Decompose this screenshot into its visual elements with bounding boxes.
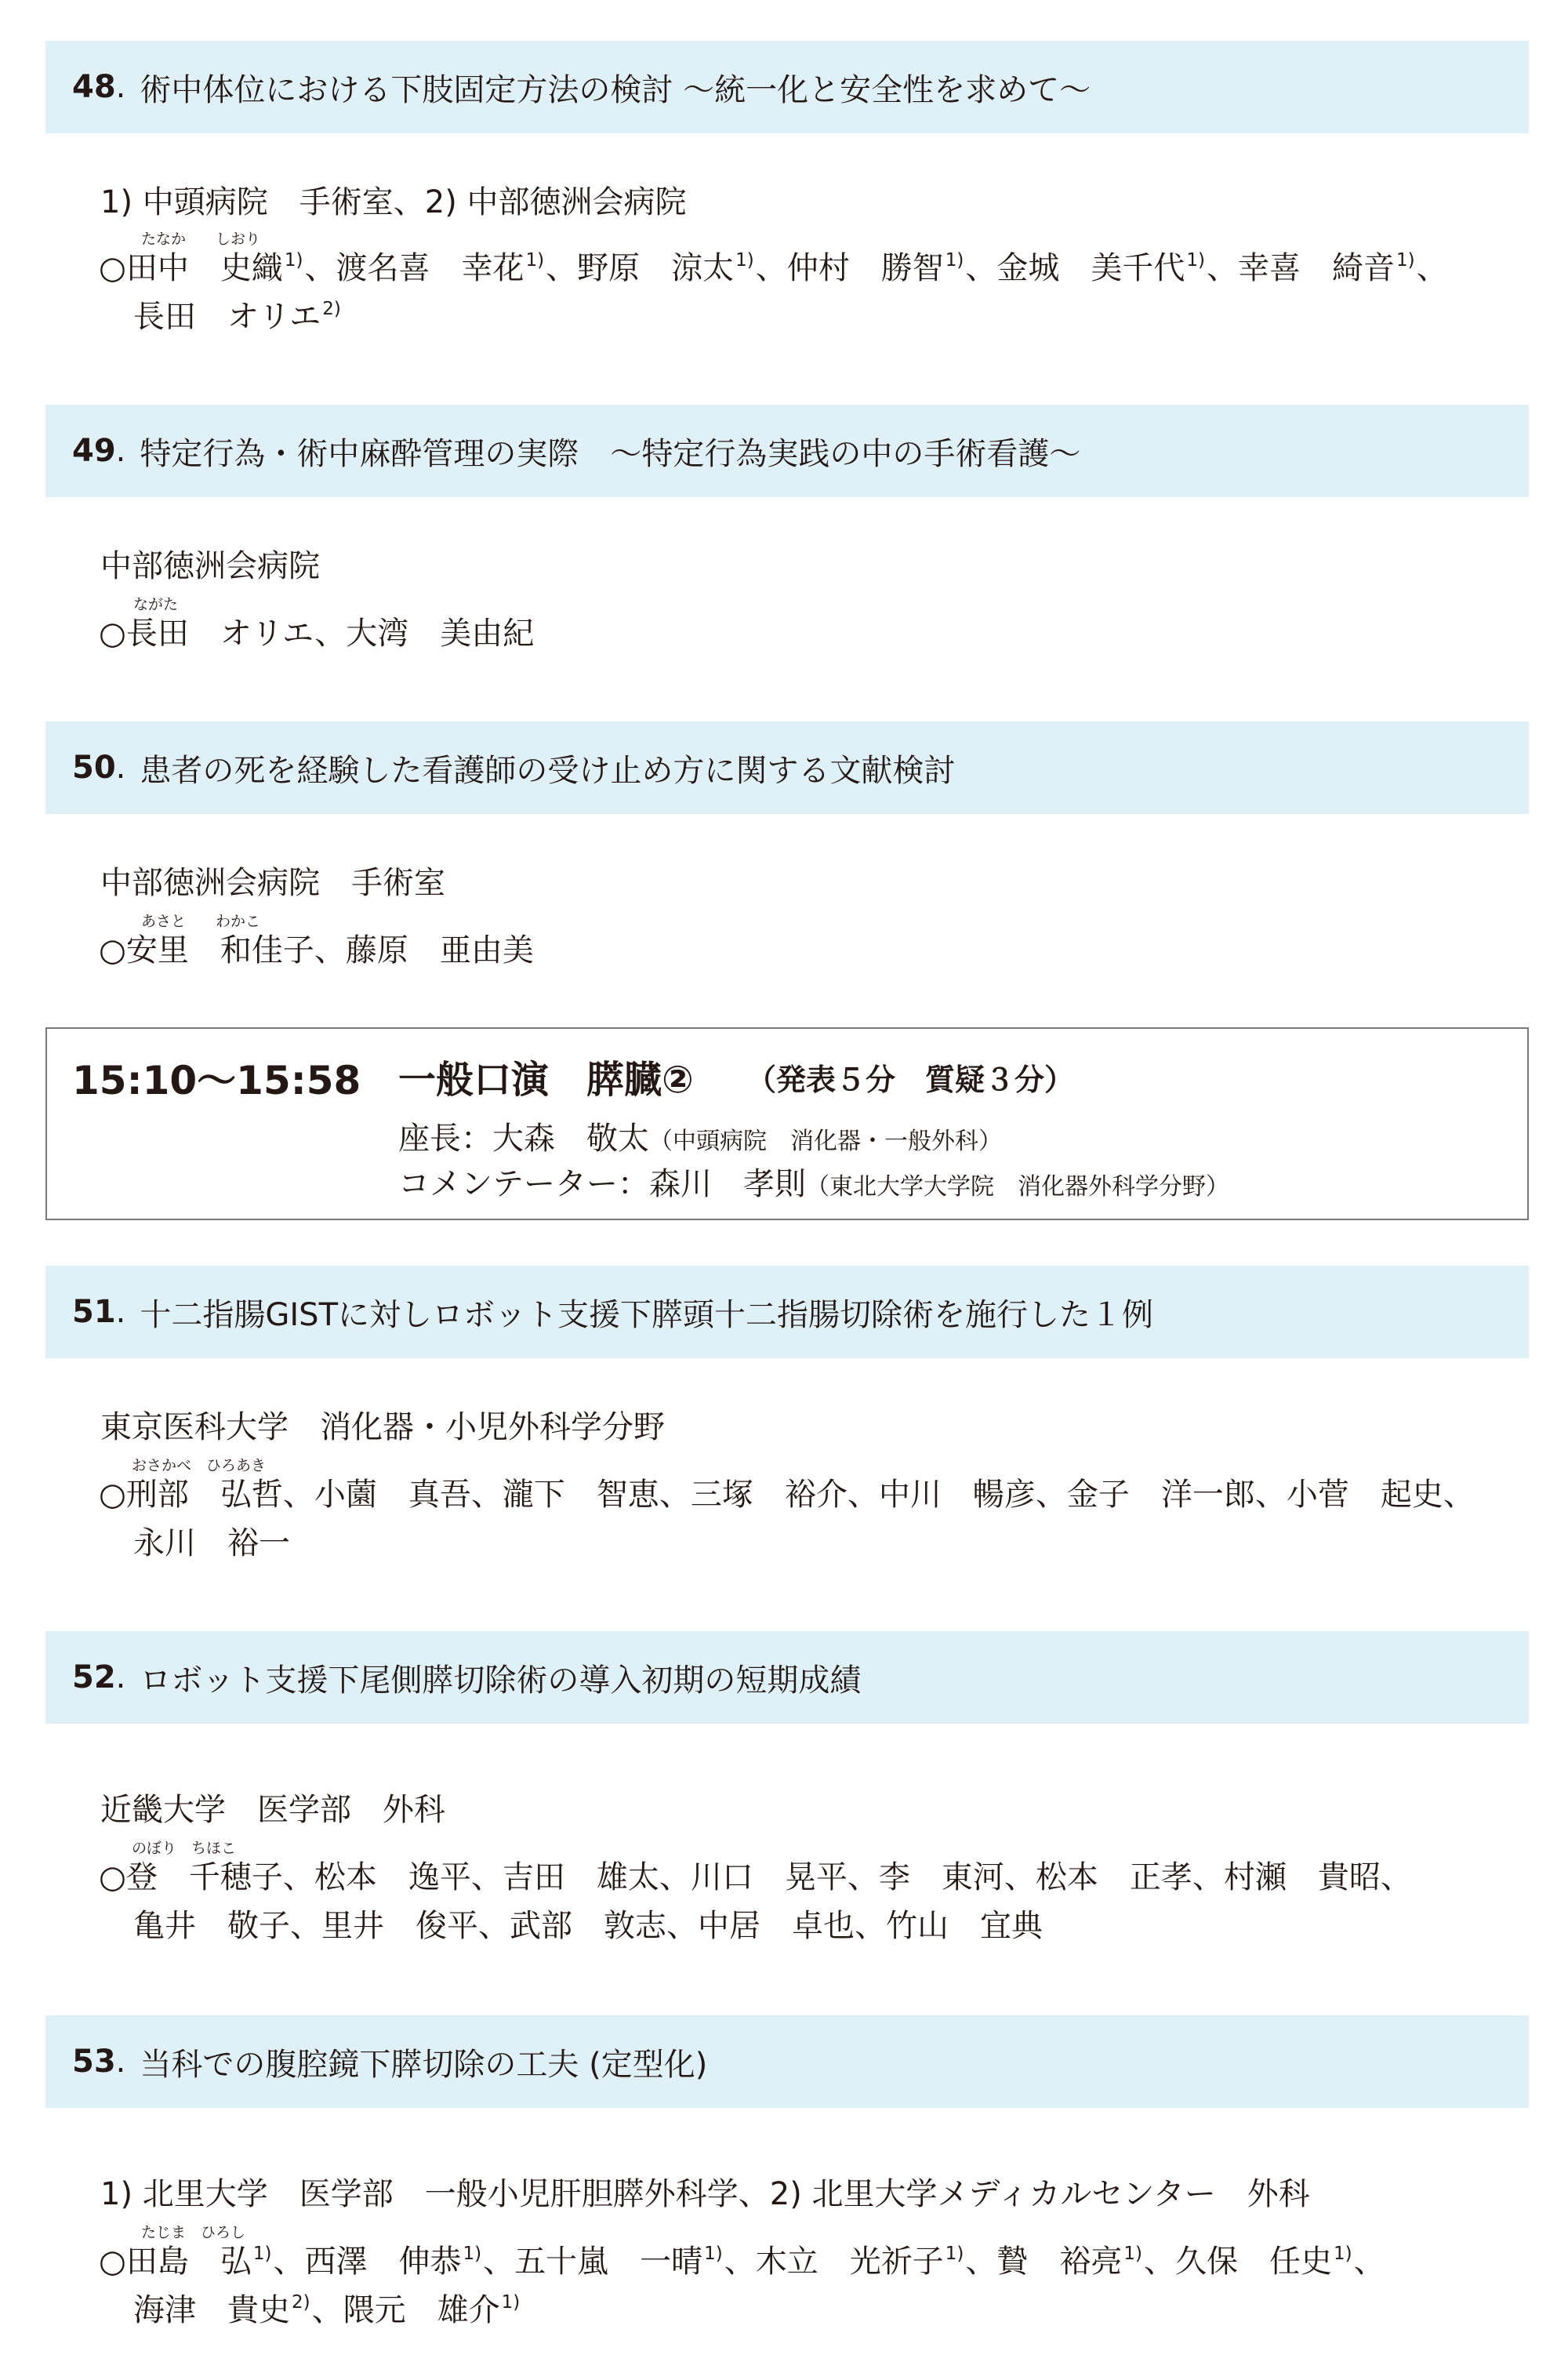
abstract-number: 50	[72, 750, 116, 786]
number-dot: .	[115, 69, 126, 105]
affil-marker: 2)	[292, 2292, 310, 2313]
number-dot: .	[115, 433, 126, 469]
author-text: 、贄 裕亮	[965, 2244, 1123, 2280]
abstract-48-affiliation: 1) 中頭病院 手術室、2) 中部徳洲会病院	[100, 184, 687, 220]
affil-marker: 1)	[945, 2244, 964, 2264]
session-name: 一般口演 膵臓②	[398, 1058, 694, 1102]
abstract-53-title-bar	[45, 2015, 1529, 2108]
author-text: ○田中 史織	[99, 250, 283, 286]
affil-marker: 1)	[1186, 250, 1205, 271]
abstract-title: 十二指腸GISTに対しロボット支援下膵頭十二指腸切除術を施行した１例	[140, 1296, 1154, 1333]
abstract-48-ruby: たなか しおり	[141, 231, 261, 248]
abstract-49-ruby: ながた	[133, 596, 179, 613]
chair-affiliation: （中頭病院 消化器・一般外科）	[649, 1128, 1002, 1155]
abstract-51-affiliation: 東京医科大学 消化器・小児外科学分野	[100, 1409, 665, 1445]
affil-marker: 1)	[945, 250, 964, 271]
abstract-title: 患者の死を経験した看護師の受け止め方に関する文献検討	[140, 752, 956, 789]
abstract-53-authors-line1	[99, 2237, 1385, 2281]
affil-marker: 1)	[463, 2244, 482, 2264]
chair-label: 座長：大森 敬太	[398, 1121, 649, 1157]
author-text: 、野原 涼太	[546, 250, 735, 286]
author-text: 、久保 任史	[1143, 2244, 1332, 2280]
affil-marker: 1)	[501, 2292, 521, 2313]
abstract-title: 術中体位における下肢固定方法の検討 ～統一化と安全性を求めて～	[140, 71, 1091, 108]
abstract-50-authors-line1: ○安里 和佳子、藤原 亜由美	[99, 932, 534, 968]
abstract-48-authors-line1	[99, 243, 1448, 288]
affil-marker: 1)	[1396, 250, 1415, 271]
commentator-label: コメンテーター：森川 孝則	[398, 1166, 806, 1202]
author-text: 海津 貴史	[133, 2292, 290, 2328]
affil-marker: 1)	[525, 250, 545, 271]
author-text: 、仲村 勝智	[755, 250, 944, 286]
author-text: ○田島 弘	[99, 2244, 252, 2280]
author-text: 、木立 光祈子	[724, 2244, 944, 2280]
abstract-50-ruby: あさと わかこ	[141, 913, 261, 930]
abstract-50-title-bar	[45, 721, 1529, 814]
author-text: 長田 オリエ	[133, 299, 321, 335]
abstract-title: 当科での腹腔鏡下膵切除の工夫 (定型化)	[140, 2046, 708, 2083]
author-text: 、	[1416, 250, 1448, 286]
abstract-49-title-bar	[45, 405, 1529, 497]
author-text: 、隈元 雄介	[311, 2292, 500, 2328]
affil-marker: 1)	[252, 2244, 272, 2264]
session-format: （発表５分 質疑３分）	[746, 1063, 1075, 1097]
abstract-51-authors-line2: 永川 裕一	[133, 1525, 290, 1561]
abstract-51-authors-line1: ○刑部 弘哲、小薗 真吾、瀧下 智恵、三塚 裕介、中川 暢彦、金子 洋一郎、小菅 起史、	[99, 1477, 1475, 1513]
session-chair	[398, 1114, 1002, 1158]
abstract-number: 53	[72, 2044, 116, 2080]
author-text: 、金城 美千代	[965, 250, 1185, 286]
abstract-52-ruby: のぼり ちほこ	[132, 1840, 237, 1857]
abstract-50-affiliation: 中部徳洲会病院 手術室	[100, 865, 445, 901]
abstract-52-authors-line2: 亀井 敬子、里井 俊平、武部 敦志、中居 卓也、竹山 宜典	[133, 1908, 1043, 1944]
abstract-title: 特定行為・術中麻酔管理の実際 ～特定行為実践の中の手術看護～	[140, 435, 1081, 472]
affil-marker: 1)	[704, 2244, 723, 2264]
number-dot: .	[115, 1659, 126, 1695]
number-dot: .	[115, 750, 126, 786]
session-time: 15:10～15:58	[72, 1058, 361, 1103]
abstract-52-affiliation: 近畿大学 医学部 外科	[100, 1792, 445, 1828]
abstract-number: 48	[72, 69, 116, 105]
author-text: 、渡名喜 幸花	[304, 250, 524, 286]
abstract-51-title-bar	[45, 1266, 1529, 1358]
affil-marker: 1)	[284, 250, 303, 271]
abstract-48-title-bar	[45, 41, 1529, 133]
abstract-52-authors-line1: ○登 千穂子、松本 逸平、吉田 雄太、川口 晃平、李 東河、松本 正孝、村瀬 貴昭、	[99, 1859, 1412, 1895]
number-dot: .	[115, 2044, 126, 2080]
number-dot: .	[115, 1294, 126, 1330]
abstract-51-ruby: おさかべ ひろあき	[132, 1457, 267, 1474]
session-commentator	[398, 1159, 1229, 1204]
abstract-53-authors-line2	[133, 2285, 521, 2330]
abstract-number: 49	[72, 433, 116, 469]
affil-marker: 2)	[322, 299, 341, 319]
author-text: 、	[1353, 2244, 1385, 2280]
affil-marker: 1)	[1123, 2244, 1142, 2264]
abstract-number: 51	[72, 1294, 116, 1330]
abstract-48-authors-line2	[133, 292, 343, 336]
abstract-53-affiliation: 1) 北里大学 医学部 一般小児肝胆膵外科学、2) 北里大学メディカルセンター 外科	[100, 2176, 1310, 2212]
affil-marker: 1)	[735, 250, 754, 271]
author-text: 、幸喜 綺音	[1206, 250, 1395, 286]
author-text: 、五十嵐 一晴	[483, 2244, 703, 2280]
commentator-affiliation: （東北大学大学院 消化器外科学分野）	[806, 1173, 1229, 1201]
affil-marker: 1)	[1333, 2244, 1352, 2264]
abstract-49-affiliation: 中部徳洲会病院	[100, 548, 320, 584]
abstract-title: ロボット支援下尾側膵切除術の導入初期の短期成績	[140, 1662, 862, 1699]
abstract-49-authors-line1: ○長田 オリエ、大湾 美由紀	[99, 616, 535, 652]
abstract-52-title-bar	[45, 1631, 1529, 1724]
abstract-number: 52	[72, 1659, 116, 1695]
author-text: 、西澤 伸恭	[273, 2244, 462, 2280]
abstract-53-ruby: たじま ひろし	[141, 2224, 246, 2241]
session-header-box	[45, 1027, 1529, 1220]
